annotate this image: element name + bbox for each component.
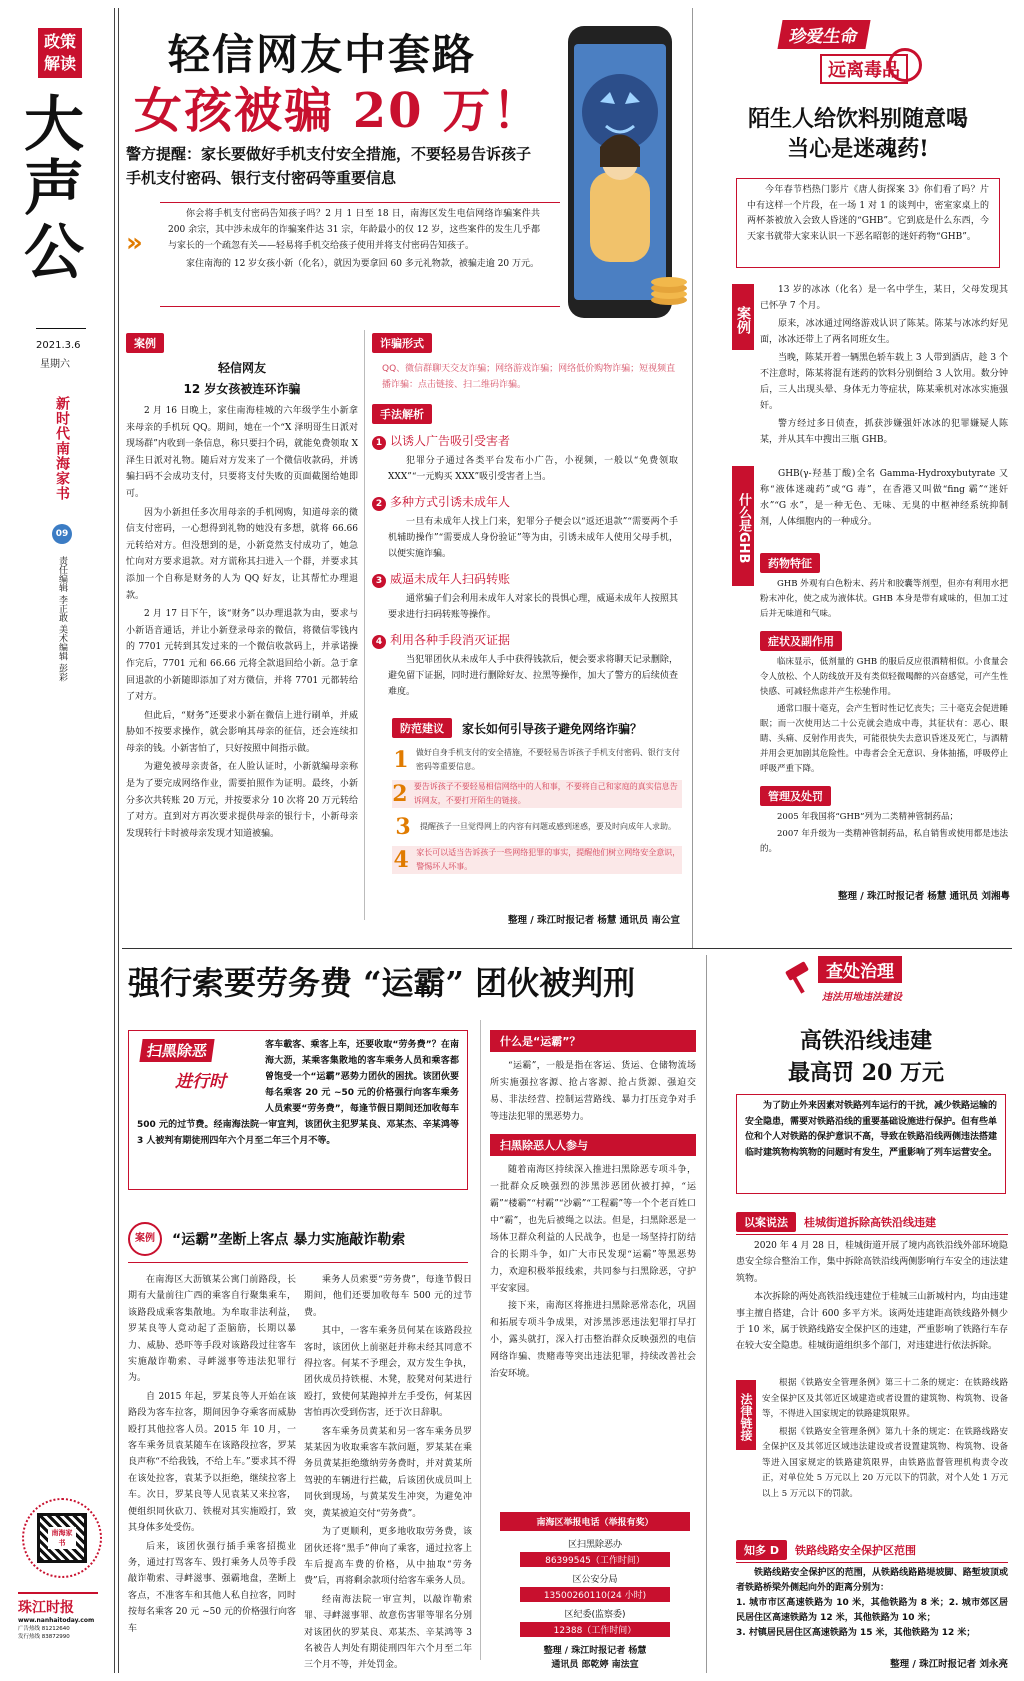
case-para: 2 月 16 日晚上，家住南海桂城的六年级学生小新拿来母亲的手机玩 QQ。期间，她在一个“X 泽明哥生日派对现场群”内收到一条信息，称只要扫个码，就能免费领取 X 泽生日派对礼物。随后对方发来了一个微信收款码，并诱骗扫码不会成功支付，只要将支付失败的页面截图给她即可。	[126, 406, 358, 499]
case-column	[126, 332, 358, 844]
law-para: 根据《铁路安全管理条例》第九十条的规定：在铁路线路安全保护区及其邻近区域违法建设或者设置建筑物、构筑物、设备等进入国家规定的铁路建筑限界，由铁路监督管理机构责令改正，对单位处 5 万元以上 20 万元以下的罚款，对个人处 1 万元以上 5 万元以下的罚款。	[762, 1426, 1008, 1499]
drug-case-para: 原来，冰冰通过网络游戏认识了陈某。陈某与冰冰约好见面，冰冰还带上了两名同班女生。	[760, 319, 1008, 345]
know-tag: 知多 D	[736, 1540, 787, 1560]
story1-lead-para: 你会将手机支付密码告知孩子吗？2 月 1 日至 18 日，南海区发生电信网络诈骗案件共 200 余宗，其中涉未成年的诈骗案件达 31 宗，年龄最小的仅 12 岁，这些案件的发生几乎都与家长的一个疏忽有关——轻易将手机交给孩子使用并将支付密码告知孩子。	[168, 209, 540, 251]
feature-text: GHB 外观有白色粉末、药片和胶囊等剂型，但亦有利用水把粉末冲化，使之成为液体状。GHB 本身是带有咸味的，但加工过后并无味道和气味。	[760, 579, 1008, 619]
symptom-para: 通常口服十毫克，会产生暂时性记忆丧失；三十毫克会促进睡眠；而一次使用达二十公克就会造成中毒，其征状有：恶心、眼睛、头痛、反射作用丧失，可能很快失去意识昏迷及死亡，与酒精并用会更加剧其危险性。中毒者会全无意识、身体抽搐，呼吸停止呼吸严重下降。	[760, 704, 1008, 774]
step-title: 利用各种手段消灭证据	[390, 633, 511, 647]
rail-case-title: 桂城街道拆除高铁沿线违建	[804, 1216, 936, 1229]
hotline-tel[interactable]: 13500260110(24 小时)	[520, 1587, 670, 1602]
story2-credit-line-2: 通讯员 郎乾婷 南法宣	[551, 1660, 639, 1670]
rail-credit: 整理 / 珠江时报记者 刘永亮	[890, 1659, 1008, 1670]
know-text: 铁路线路安全保护区的范围，从铁路线路路堤坡脚、路堑坡顶或者铁路桥梁外侧起向外的距离分别为：	[736, 1568, 1008, 1593]
advice-tag: 防范建议	[392, 718, 452, 738]
case-para: 因为小新担任多次用母亲的手机网购，知道母亲的微信支付密码，一心想得到礼物的她没有多想，就将 66.66 元转给对方。但没想到的是，小新竟然支付成功了，她急忙向对方要求退款。对方谎称其扫进入一个群，并要求其添加一个自称是财务的人为 QQ 好友，让其帮忙办理退款。	[126, 507, 358, 601]
hotline-box	[500, 1512, 690, 1642]
story2-para: 后来，该团伙强行插手乘客招揽业务，通过打骂客车、毁打乘务人员等手段敲诈勒索、寻衅滋事、强霸地盘，垄断上客点，不准客车和其他人私自拉客，同时按每名乘客 20 元 ~50 元的价格强行向客车	[128, 1541, 296, 1634]
story2-credit	[500, 1644, 690, 1672]
step-title: 以诱人广告吸引受害者	[390, 434, 511, 448]
edition-name: 新时代南海家书	[54, 396, 70, 501]
gavel-icon	[782, 960, 816, 994]
badge-line-2: 解读	[43, 54, 76, 73]
story2-case-header	[128, 1222, 468, 1256]
method-step	[372, 631, 678, 700]
method-tag: 手法解析	[372, 404, 432, 424]
rail-intro: 为了防止外来因素对铁路列车运行的干扰，减少铁路运输的安全隐患，需要对铁路沿线的重要基础设施进行保护。但有些单位和个人对铁路的保护意识不高，导致在铁路沿线两侧违法搭建临时建筑物构筑物的问题时有发生，严重影响了列车运营安全。	[745, 1101, 998, 1158]
issue-weekday: 星期六	[40, 359, 70, 370]
step-number: 1	[372, 436, 386, 450]
paper-url: www.nanhaitoday.com	[18, 1617, 95, 1624]
masthead	[0, 0, 112, 1681]
story1-credit: 整理 / 珠江时报记者 杨慧 通讯员 南公宣	[507, 915, 680, 926]
qr-label: 南海家书	[48, 1527, 76, 1549]
hotline-tel[interactable]: 86399545（工作时间）	[520, 1552, 670, 1567]
hotline-unit: 区公安分局	[572, 1575, 618, 1585]
advice-number: 1	[393, 747, 409, 773]
hotline-unit: 区纪委(监察委)	[564, 1610, 626, 1620]
case-para: 为避免被母亲责备，在人脸认证时，小新就编母亲称是为了要完成网络作业，需要拍照作为证明。最终，小新分多次共转账 20 万元，并按要求分 10 次将 20 万元转给了对方。直到对方再次要求提供母亲的银行卡，小新母亲发现转行卡时被母亲发现才知道被骗。	[126, 762, 358, 839]
advice-number: 4	[393, 847, 409, 873]
no-drug-icon	[888, 48, 922, 82]
method-step	[372, 493, 678, 562]
stamp-line-1: 扫黑除恶	[139, 1039, 214, 1062]
story2-para: 客车乘务员黄某和另一客车乘务员罗某某因为收取乘客车款问题，罗某某在乘务员黄某拒绝缴纳劳务费时，并对黄某所驾驶的车辆进行拦截，后该团伙成员叫上同伙到现场，与黄某发生冲突，为避免冲突，黄某被迫交付“劳务费”。	[304, 1426, 472, 1519]
drug-case	[760, 282, 1008, 450]
mgmt-para: 2005 年我国将“GHB”列为二类精神管制药品；	[777, 812, 958, 822]
step-text: 通常骗子们会利用未成年人对家长的畏惧心理，威逼未成年人按照其要求进行扫码转账等操作。	[388, 594, 678, 620]
rail-headline-2: 最高罚 20 万元	[788, 1060, 944, 1086]
step-title: 威逼未成年人扫码转账	[390, 572, 511, 586]
case-title-1: 轻信网友	[217, 361, 266, 375]
forms-text: QQ、微信群聊天交友诈骗；网络游戏诈骗；网络低价购物诈骗；短视频直播诈骗：点击链接、扫二维码诈骗。	[382, 364, 676, 390]
issue-date: 2021.3.6	[36, 340, 81, 351]
page-number: 09	[52, 524, 72, 544]
forms-tag: 诈骗形式	[372, 333, 432, 353]
what-yunba-tag: 什么是“运霸”？	[490, 1030, 696, 1052]
drug-case-para: 13 岁的冰冰（化名）是一名中学生，某日，父母发现其已怀孕 7 个月。	[760, 285, 1008, 311]
advice-item	[392, 846, 682, 874]
story1-lead-para-2: 家住南海的 12 岁女孩小新（化名），就因为要拿回 60 多元礼物款，被骗走逾 20 万元。	[186, 259, 540, 269]
anti-crime-stamp	[137, 1037, 259, 1101]
stamp-line-2: 进行时	[175, 1072, 226, 1092]
masthead-title: 大声公	[14, 92, 84, 284]
know-item: 1. 城市市区高速铁路为 10 米，其他铁路为 8 米；2. 城市郊区居民居住区高速铁路为 12 米，其他铁路为 10 米；	[736, 1598, 1008, 1623]
mgmt-tag: 管理及处罚	[760, 786, 831, 806]
rail-logo-bottom: 违法用地违法建设	[822, 992, 902, 1003]
case-title-2: 12 岁女孩被连环诈骗	[183, 382, 301, 396]
hotline-unit: 区扫黑除恶办	[567, 1540, 622, 1550]
method-step	[372, 432, 678, 485]
story2-case-label: 案例	[128, 1222, 162, 1256]
rail-case-para: 2020 年 4 月 28 日，桂城街道开展了境内高铁沿线外部环境隐患安全综合整治工作，集中拆除高铁沿线两侧影响行车安全的违法建筑物。	[736, 1241, 1008, 1284]
advice-text: 提醒孩子一旦觉得网上的内容有问题或感到迷惑，要及时向成年人求助。	[420, 822, 676, 831]
join-text: 随着南海区持续深入推进扫黑除恶专项斗争，一批群众反映强烈的涉黑涉恶团伙被打掉，“运霸”“楼霸”“村霸”“沙霸”“工程霸”等一个个老百姓口中“霸”，也先后被绳之以法。但是，扫黑除恶是一场体卫群众利益的人民战争，也是一场坚持打防结合的长期斗争，如广大市民发现“运霸”等黑恶势力，欢迎积极举报线索，共同参与扫黑除恶，守护平安家园。	[490, 1165, 696, 1294]
story2-para: 经南海法院一审宣判，以敲诈勒索罪、寻衅滋事罪、故意伤害罪等罪名分别对该团伙的罗某良、邓某杰、辛某鸿等 3 名被告人判处有期徒刑四年六个月至二年三个月不等，并处罚金。	[304, 1594, 472, 1671]
story1-lead	[168, 206, 540, 274]
step-text: 犯罪分子通过各类平台发布小广告，小视频，一般以“免费领取 XXX”“一元购买 XXX”吸引受害者上当。	[388, 456, 678, 482]
step-number: 4	[372, 635, 386, 649]
advice-number: 2	[392, 781, 408, 807]
advice-text: 家长可以适当告诉孩子一些网络犯罪的事实，提醒他们树立网络安全意识，警惕坏人坏事。	[416, 848, 681, 871]
story2-para: 其中，一客车乘务员何某在该路段拉客时，该团伙上前驱赶并称未经其同意不得拉客。何某不予理会，双方发生争执，团伙成员持铁棍、木凳，胶凳对何某进行殴打，致使何某跑掉并左手受伤，何某因害怕再次受到伤害，还于次日辞职。	[304, 1326, 472, 1419]
drug-intro: 今年春节档热门影片《唐人街探案 3》你们看了吗？片中有这样一个片段，在一场 1 对 1 的谈判中，密室家桌上的两杯茶被放入会致人昏迷的“GHB”。它到底是什么东西，今天家书就带大家来认识一下恶名昭彰的迷奸药物“GHB”。	[747, 185, 989, 242]
advice-title: 家长如何引导孩子避免网络诈骗？	[462, 721, 643, 736]
rail-headline-1: 高铁沿线违建	[799, 1028, 932, 1054]
arrow-icon: »	[126, 228, 143, 258]
badge-line-1: 政策	[43, 32, 76, 51]
rail-case-header	[736, 1212, 1008, 1235]
symptom-tag: 症状及副作用	[760, 631, 842, 651]
rail-case	[736, 1238, 1008, 1357]
fraud-column	[372, 332, 678, 706]
step-text: 一旦有未成年人找上门来，犯罪分子便会以“返还退款”“需要两个手机辅助操作”“需要成人身份验证”等为由，引诱未成年人使用父母手机，以便实施诈骗。	[388, 517, 678, 559]
know-content	[736, 1566, 1008, 1641]
law-link-label: 法律链接	[736, 1380, 756, 1450]
delivery-hotline: 发行热线 83872990	[18, 1634, 70, 1640]
advice-box	[392, 718, 682, 874]
law-para: 根据《铁路安全管理条例》第三十二条的规定：在铁路线路安全保护区及其邻近区域建造或者设置的建筑物、构筑物、设备等，不得进入国家规定的铁路建筑限界。	[762, 1378, 1008, 1419]
story2-intro: 客车載客、乘客上车，还要收取“劳务费”？在南海大沥，某乘客集散地的客车乘务人员和乘客都曾饱受一个“运霸”恶势力团伙的困扰。该团伙要每名乘客 20 元 ~50 元的价格强行向客车乘务人员索要“劳务费”，每逢节假日期间还加收每车 500 元的过节费。经南海法院一审宣判，该团伙主犯罗某良、邓某杰、辛某鸿等 3 人被判有期徒刑四年六个月至二年三个月不等。	[137, 1040, 459, 1146]
ad-hotline: 广告热线 81212640	[18, 1626, 70, 1632]
drug-case-para: 当晚，陈某开着一辆黑色轿车载上 3 人带到酒店，趁 3 个不注意时，陈某将混有迷药的饮料分别倒给 3 人饮用。数分钟后，三人出现头晕、身体无力等症状，陈某乘机对冰冰实施强奸。	[760, 353, 1008, 411]
drug-credit: 整理 / 珠江时报记者 杨慧 通讯员 刘湘粤	[837, 891, 1010, 902]
rail-case-para: 本次拆除的两处高铁沿线违建位于桂城三山新城村内，均由违建事主擅自搭建，合计 600 多平方米。该两处违建距高铁线路外侧少于 10 米，属于铁路线路安全保护区的违建，严重影响了铁路行车存在较大安全隐患。桂城街道组织多个部门，对违建进行依法拆除。	[736, 1292, 1008, 1352]
drug-logo	[780, 20, 940, 90]
yunba-sidebar	[490, 1030, 696, 1383]
story2-para: 自 2015 年起，罗某良等人开始在该路段为客车拉客，期间因争夺乘客而威胁殴打其他拉客人员。2015 年 10 月，一客车乘务员袁某随车在该路段拉客，罗某良声称“不给我钱，不给上车。”要求其不得在该处拉客，袁某予以拒绝，继续拉客上车。次日，罗某良等人见袁某又来拉客，便组织同伙砍刀、铁棍对其实施殴打，致其身体多处受伤。	[128, 1391, 296, 1534]
policy-badge	[38, 28, 82, 78]
drug-case-para: 警方经过多日侦查，抓获涉嫌强奸冰冰的犯罪嫌疑人陈某，并从其车中搜出三瓶 GHB。	[760, 419, 1008, 445]
rail-logo-top: 查处治理	[818, 956, 902, 983]
case-para: 2 月 17 日下午，该“财务”以办理退款为由，要求与小新语音通话，并让小新登录母亲的微信，将微信零钱内的 7701 元转到其发过来的一个微信收款码上，并承诺操作完后，7701 元和 66.66 元将全款退回给小新。急于拿回退款的小新随即添加了对方微信，并将 7701 元都转给了对方。	[126, 609, 358, 703]
story2-credit-line-1: 整理 / 珠江时报记者 杨慧	[543, 1646, 647, 1656]
what-is-ghb-label: 什么是GHB	[732, 466, 754, 586]
drug-headline-1: 陌生人给饮料别随意喝	[747, 106, 968, 132]
ghb-details	[760, 552, 1008, 859]
story2-col-2	[304, 1272, 472, 1676]
know-header	[736, 1540, 1008, 1563]
paper-name: 珠江时报	[18, 1600, 74, 1616]
story1-deck: 警方提醒：家长要做好手机支付安全措施，不要轻易告诉孩子手机支付密码、银行支付密码等重要信息	[126, 145, 532, 187]
hotline-tel[interactable]: 12388（工作时间）	[520, 1622, 670, 1637]
step-title: 多种方式引诱未成年人	[390, 495, 511, 509]
story1-headline-1: 轻信网友中套路	[168, 30, 477, 79]
case-para: 但此后，“财务”还要求小新在微信上进行刷单，并威胁如不按要求操作，就会影响其母亲的征信，还会连续扣母亲的钱。小新害怕了，只好按照中间指示做。	[126, 710, 358, 754]
rail-intro-box	[736, 1094, 1006, 1194]
mgmt-para: 2007 年升级为一类精神管制药品，私自销售或使用都是违法的。	[760, 829, 1008, 854]
case-tag: 案例	[126, 333, 164, 353]
hotline-title: 南海区举报电话（举报有奖）	[500, 1512, 690, 1531]
know-item: 3. 村镇居民居住区高速铁路为 15 米，其他铁路为 12 米；	[736, 1628, 976, 1638]
drug-intro-box	[736, 178, 1000, 268]
advice-item	[392, 814, 682, 840]
what-is-ghb: GHB(γ-羟基丁酸)全名 Gamma-Hydroxybutyrate 又称“液体迷魂药”或“G 毒”，在香港又叫做“fing 霸”“迷奸水”“G 水”，是一种无色、无味、无臭的中枢神经系统抑制剂，人体细胞内的一种成分。	[760, 469, 1008, 527]
qr-code[interactable]	[22, 1498, 102, 1578]
method-step	[372, 570, 678, 623]
story2-intro-box	[128, 1030, 468, 1190]
advice-item	[392, 780, 682, 808]
advice-item	[392, 746, 682, 774]
story2-para: 乘务人员索要“劳务费”，每逢节假日期间，他们还要加收每车 500 元的过节费。	[304, 1275, 472, 1318]
step-number: 3	[372, 574, 386, 588]
law-link	[762, 1376, 1008, 1504]
what-yunba-text: “运霸”，一般是指在客运、货运、仓储物流场所实施强拉客源、抢占客源、抢占货源、强迫交易、非法经营、控制运营路线、暴力打压竞争对手等违法犯罪的黑恶势力。	[490, 1061, 696, 1122]
story1-headline-2: 女孩被骗 20 万！	[134, 83, 543, 139]
symptom-para: 临床显示，低剂量的 GHB 的服后反应很酒精相似。小食量会令人放松、个人防线放开及有类似轻微喝醉的兴奋感觉，可产生性快感、可减轻焦虑并产生松驰作用。	[760, 657, 1008, 697]
story2-case-title: “运霸”垄断上客点 暴力实施敲诈勒索	[172, 1232, 406, 1248]
feature-tag: 药物特征	[760, 553, 820, 573]
advice-number: 3	[395, 814, 411, 840]
advice-text: 做好自身手机支付的安全措施，不要轻易告诉孩子手机支付密码、银行支付密码等重要信息。	[415, 748, 680, 771]
know-title: 铁路线路安全保护区范围	[794, 1544, 916, 1557]
step-number: 2	[372, 497, 386, 511]
coins-illustration	[648, 268, 690, 306]
drug-case-label: 案例	[732, 284, 754, 350]
story2-para: 为了更顺利，更多地收取劳务费，该团伙还将“黑手”伸向了乘客，通过拉客上车后提高车费的价格，从中抽取“劳务费”后，再将剩余款项付给客车乘务人员。	[304, 1527, 472, 1587]
rail-logo	[782, 954, 952, 1014]
drug-logo-top: 珍爱生命	[777, 20, 870, 49]
drug-headline-2: 当心是迷魂药!	[787, 136, 929, 162]
rail-case-tag: 以案说法	[736, 1212, 796, 1232]
story2-col-1	[128, 1272, 296, 1639]
advice-text: 要告诉孩子不要轻易相信网络中的人和事，不要将自己和家庭的真实信息告诉网友，不要打开陌生的链接。	[413, 782, 678, 805]
story2-headline: 强行索要劳务费 “运霸” 团伙被判刑	[128, 964, 636, 1002]
join-tag: 扫黑除恶人人参与	[490, 1134, 696, 1156]
join-text-2: 接下来，南海区将推进扫黑除恶常态化，巩固和拓展专项斗争成果，对涉黑涉恶违法犯罪打早打小，露头就打，深入打击整治群众反映强烈的电信网络诈骗、贵赌毒等突出违法犯罪，持续改善社会治安环境。	[490, 1301, 696, 1379]
staff-credit: 责任编辑 李正敢 美术编辑 彭彩	[57, 556, 67, 682]
drug-logo-bottom: 远离毒品	[820, 54, 908, 84]
paper-logo	[18, 1592, 98, 1640]
step-text: 当犯罪团伙从未成年人手中获得钱款后，便会要求将聊天记录删除，避免留下证据，同时进行删除好友、拉黑等操作，加大了警方的后续侦查难度。	[388, 655, 678, 697]
story2-para: 在南海区大沥镇某公寓门前路段，长期有大量前往广西的乘客自行聚集乘车，该路段成乘客集散地。为牟取非法利益，罗某良等人竟动起了歪脑筋，长期以暴力、威胁、恐吓等手段对该路段过往客车实施敲诈勒索、寻衅滋事等违法犯罪行为。	[128, 1275, 296, 1384]
